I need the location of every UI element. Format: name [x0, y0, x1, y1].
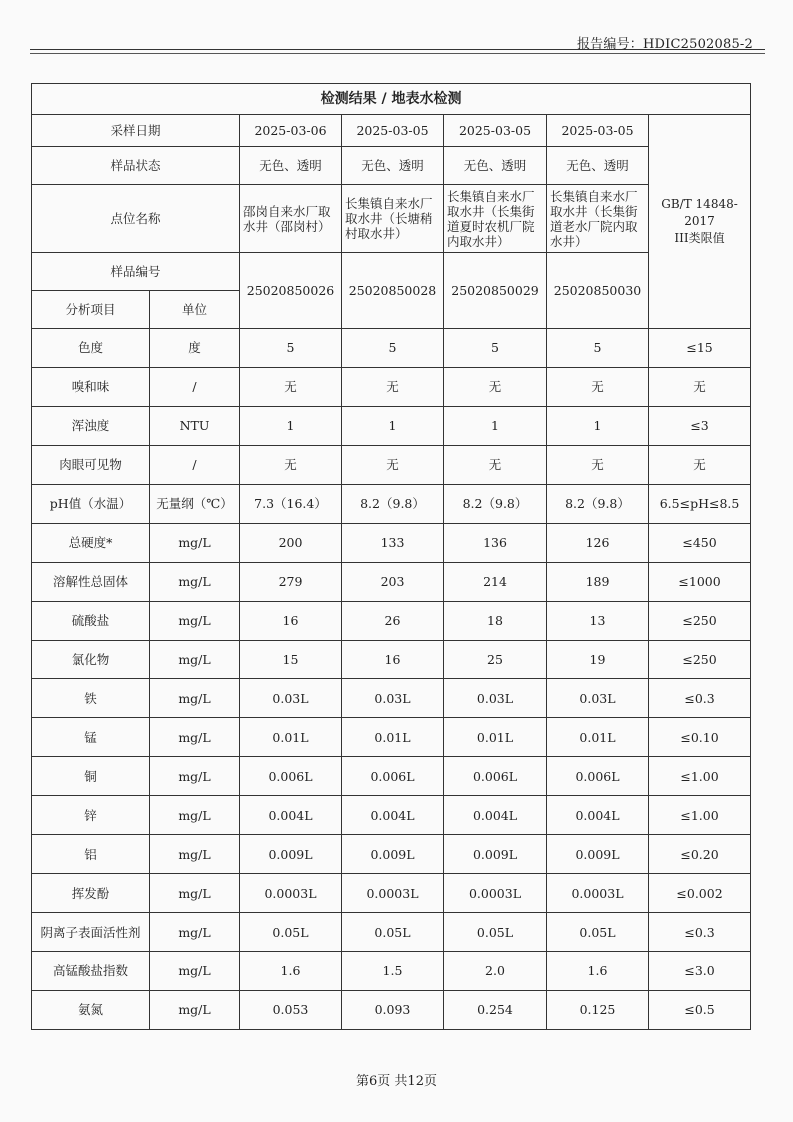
result-value: 0.0003L [444, 874, 547, 913]
result-value: 1.6 [240, 952, 342, 991]
result-value: 0.254 [444, 990, 547, 1029]
table-row [32, 367, 751, 406]
result-value: 0.009L [240, 835, 342, 874]
result-value: 8.2（9.8） [342, 484, 444, 523]
analysis-item: 铁 [32, 679, 150, 718]
analysis-item: 氯化物 [32, 640, 150, 679]
table-row [32, 445, 751, 484]
table-row [32, 718, 751, 757]
limit-value: ≤1000 [649, 562, 751, 601]
sample-site: 长集镇自来水厂取水井（长集街道夏时农机厂院内取水井） [444, 185, 547, 253]
result-value: 0.0003L [240, 874, 342, 913]
result-value: 18 [444, 601, 547, 640]
unit: mg/L [150, 718, 240, 757]
analysis-item: pH值（水温） [32, 484, 150, 523]
result-value: 无 [342, 367, 444, 406]
result-value: 133 [342, 523, 444, 562]
table-row [32, 990, 751, 1029]
result-value: 0.03L [342, 679, 444, 718]
result-value: 1.5 [342, 952, 444, 991]
result-value: 16 [240, 601, 342, 640]
table-row [32, 913, 751, 952]
unit: mg/L [150, 601, 240, 640]
table-row [32, 329, 751, 368]
result-value: 5 [547, 329, 649, 368]
analysis-item: 溶解性总固体 [32, 562, 150, 601]
analysis-item: 高锰酸盐指数 [32, 952, 150, 991]
result-value: 0.004L [240, 796, 342, 835]
result-value: 1 [342, 406, 444, 445]
table-title: 检测结果 / 地表水检测 [32, 84, 751, 115]
analysis-item: 嗅和味 [32, 367, 150, 406]
unit: mg/L [150, 913, 240, 952]
sample-date: 2025-03-06 [240, 115, 342, 147]
unit: mg/L [150, 757, 240, 796]
unit: mg/L [150, 874, 240, 913]
table-row [32, 406, 751, 445]
header-rule-thin [30, 53, 765, 54]
sample-site: 长集镇自来水厂取水井（长塘稍村取水井） [342, 185, 444, 253]
analysis-item: 总硬度* [32, 523, 150, 562]
result-value: 0.125 [547, 990, 649, 1029]
result-value: 无 [240, 367, 342, 406]
result-value: 无 [342, 445, 444, 484]
site-name-label: 点位名称 [32, 185, 240, 253]
sample-number: 25020850030 [547, 253, 649, 329]
unit: mg/L [150, 523, 240, 562]
limit-value: ≤1.00 [649, 757, 751, 796]
result-value: 0.009L [342, 835, 444, 874]
result-value: 无 [444, 367, 547, 406]
result-value: 无 [240, 445, 342, 484]
result-value: 0.05L [444, 913, 547, 952]
result-value: 0.004L [342, 796, 444, 835]
table-row [32, 601, 751, 640]
result-value: 0.006L [240, 757, 342, 796]
result-value: 279 [240, 562, 342, 601]
result-value: 无 [547, 367, 649, 406]
unit: mg/L [150, 952, 240, 991]
result-value: 8.2（9.8） [547, 484, 649, 523]
analysis-item: 浑浊度 [32, 406, 150, 445]
result-value: 0.009L [444, 835, 547, 874]
result-value: 0.053 [240, 990, 342, 1029]
standard-limit-header: GB/T 14848-2017 III类限值 [649, 115, 751, 329]
result-value: 1 [444, 406, 547, 445]
result-value: 1 [240, 406, 342, 445]
report-number: 报告编号：HDIC2502085-2 [576, 37, 753, 52]
result-value: 0.004L [547, 796, 649, 835]
limit-value: ≤0.3 [649, 913, 751, 952]
unit-label: 单位 [150, 291, 240, 329]
sample-site: 邵岗自来水厂取水井（邵岗村） [240, 185, 342, 253]
analysis-item: 色度 [32, 329, 150, 368]
result-value: 15 [240, 640, 342, 679]
table-row [32, 952, 751, 991]
table-row [32, 523, 751, 562]
result-value: 5 [444, 329, 547, 368]
result-value: 0.0003L [547, 874, 649, 913]
result-value: 5 [342, 329, 444, 368]
table-row [32, 679, 751, 718]
result-value: 无 [444, 445, 547, 484]
table-row [32, 562, 751, 601]
result-value: 25 [444, 640, 547, 679]
result-value: 0.0003L [342, 874, 444, 913]
table-row [32, 835, 751, 874]
limit-value: ≤15 [649, 329, 751, 368]
result-value: 26 [342, 601, 444, 640]
header-rule [30, 49, 765, 50]
analysis-item: 铝 [32, 835, 150, 874]
results-table [31, 83, 751, 1030]
result-value: 0.01L [240, 718, 342, 757]
limit-value: ≤0.3 [649, 679, 751, 718]
sample-number-label: 样品编号 [32, 253, 240, 291]
result-value: 0.093 [342, 990, 444, 1029]
table-row [32, 484, 751, 523]
unit: mg/L [150, 640, 240, 679]
result-value: 0.03L [547, 679, 649, 718]
result-value: 0.05L [342, 913, 444, 952]
unit: / [150, 367, 240, 406]
sample-state: 无色、透明 [547, 147, 649, 185]
limit-value: ≤0.20 [649, 835, 751, 874]
analysis-item: 硫酸盐 [32, 601, 150, 640]
table-row [32, 874, 751, 913]
table-row [32, 640, 751, 679]
result-value: 无 [547, 445, 649, 484]
unit: mg/L [150, 796, 240, 835]
unit: / [150, 445, 240, 484]
result-value: 8.2（9.8） [444, 484, 547, 523]
sample-number: 25020850026 [240, 253, 342, 329]
analysis-item-label: 分析项目 [32, 291, 150, 329]
table-row [32, 796, 751, 835]
result-value: 0.03L [444, 679, 547, 718]
table-row [32, 757, 751, 796]
result-value: 0.05L [240, 913, 342, 952]
analysis-item: 铜 [32, 757, 150, 796]
result-value: 136 [444, 523, 547, 562]
limit-value: 无 [649, 445, 751, 484]
limit-value: ≤3 [649, 406, 751, 445]
sample-number: 25020850028 [342, 253, 444, 329]
result-value: 0.05L [547, 913, 649, 952]
unit: mg/L [150, 835, 240, 874]
result-value: 203 [342, 562, 444, 601]
analysis-item: 锌 [32, 796, 150, 835]
result-value: 0.01L [444, 718, 547, 757]
unit: 无量纲（℃） [150, 484, 240, 523]
result-value: 2.0 [444, 952, 547, 991]
limit-value: ≤1.00 [649, 796, 751, 835]
limit-value: 6.5≤pH≤8.5 [649, 484, 751, 523]
limit-value: ≤3.0 [649, 952, 751, 991]
result-value: 19 [547, 640, 649, 679]
result-value: 13 [547, 601, 649, 640]
unit: NTU [150, 406, 240, 445]
result-value: 0.006L [342, 757, 444, 796]
result-value: 200 [240, 523, 342, 562]
analysis-item: 氨氮 [32, 990, 150, 1029]
unit: mg/L [150, 679, 240, 718]
unit: 度 [150, 329, 240, 368]
result-value: 189 [547, 562, 649, 601]
sample-date: 2025-03-05 [342, 115, 444, 147]
result-value: 16 [342, 640, 444, 679]
sample-date: 2025-03-05 [547, 115, 649, 147]
analysis-item: 挥发酚 [32, 874, 150, 913]
result-value: 0.006L [547, 757, 649, 796]
sample-number: 25020850029 [444, 253, 547, 329]
sampling-date-label: 采样日期 [32, 115, 240, 147]
result-value: 214 [444, 562, 547, 601]
limit-value: ≤450 [649, 523, 751, 562]
limit-value: 无 [649, 367, 751, 406]
result-value: 0.01L [342, 718, 444, 757]
unit: mg/L [150, 990, 240, 1029]
page-number: 第6页 共12页 [356, 1074, 437, 1089]
result-value: 7.3（16.4） [240, 484, 342, 523]
unit: mg/L [150, 562, 240, 601]
sample-site: 长集镇自来水厂取水井（长集街道老水厂院内取水井） [547, 185, 649, 253]
result-value: 0.03L [240, 679, 342, 718]
analysis-item: 锰 [32, 718, 150, 757]
result-value: 126 [547, 523, 649, 562]
analysis-item: 阴离子表面活性剂 [32, 913, 150, 952]
limit-value: ≤0.10 [649, 718, 751, 757]
result-value: 1 [547, 406, 649, 445]
result-value: 0.01L [547, 718, 649, 757]
result-value: 1.6 [547, 952, 649, 991]
analysis-item: 肉眼可见物 [32, 445, 150, 484]
limit-value: ≤250 [649, 640, 751, 679]
result-value: 0.004L [444, 796, 547, 835]
limit-value: ≤250 [649, 601, 751, 640]
sample-state: 无色、透明 [342, 147, 444, 185]
limit-value: ≤0.5 [649, 990, 751, 1029]
result-value: 0.009L [547, 835, 649, 874]
sample-state-label: 样品状态 [32, 147, 240, 185]
limit-value: ≤0.002 [649, 874, 751, 913]
sample-state: 无色、透明 [240, 147, 342, 185]
result-value: 0.006L [444, 757, 547, 796]
sample-state: 无色、透明 [444, 147, 547, 185]
sample-date: 2025-03-05 [444, 115, 547, 147]
result-value: 5 [240, 329, 342, 368]
